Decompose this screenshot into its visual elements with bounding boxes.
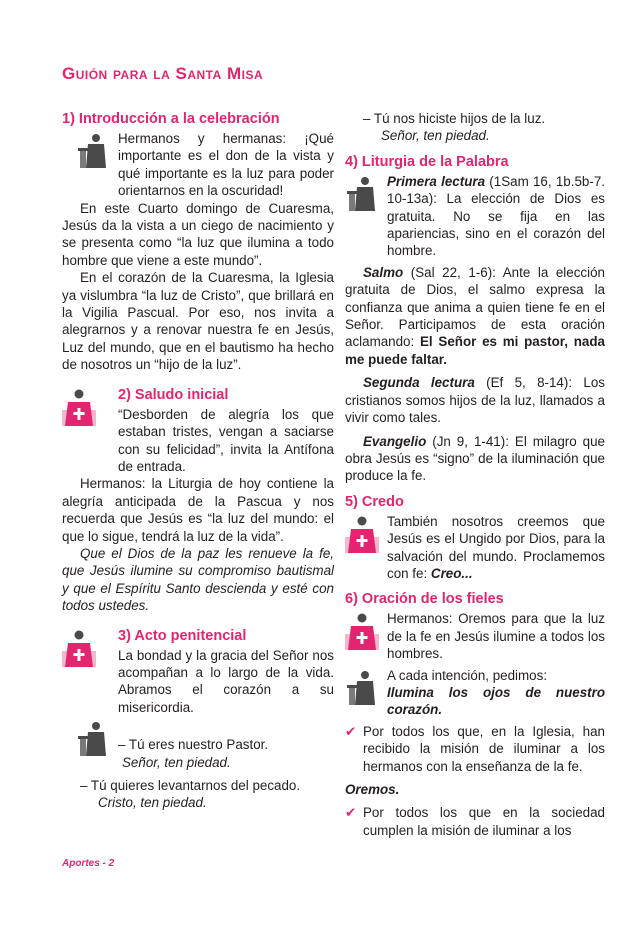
psalm-label: Salmo — [363, 264, 404, 280]
first-reading-label: Primera lectura — [387, 173, 486, 189]
gospel-label: Evangelio — [363, 433, 427, 449]
psalm-text: (Sal 22, 1-6): Ante la elección gratuita de Dios, el salmo expresa la confianza que anima a quien tiene fe en el Señor. Participamos de esta oración aclamando: — [345, 264, 605, 350]
oremos-label: Oremos. — [345, 782, 400, 797]
intention-text: Por todos los que en la sociedad cumplen la misión de iluminar a los — [363, 805, 605, 838]
priest-icon — [345, 612, 379, 650]
lector-icon — [345, 175, 379, 213]
lector-icon — [76, 132, 110, 170]
section-2-block — [62, 386, 334, 476]
prayer-response: Ilumina los ojos de nuestro corazón. — [387, 684, 605, 718]
second-reading-paragraph — [345, 374, 605, 426]
lector-icon — [76, 720, 110, 758]
section-3-title: 3) Acto penitencial — [118, 627, 247, 644]
first-reading-text: (1Sam 16, 1b.5b-7. 10-13a): La elección de Dios es gratuita. No se fija en las apariencias, sino en el corazón del hombre. — [387, 173, 605, 259]
section-4-first-reading — [345, 173, 605, 260]
section-2-intro-text: “Desborden de alegría los que estaban tristes, vengan a saciarse con su felicidad”, invita la Antífona de entrada. — [118, 406, 334, 474]
response-answer: Cristo, ten piedad. — [98, 795, 207, 811]
gospel-text: (Jn 9, 1-41): El milagro que obra Jesús es “signo” de la iluminación que produce la fe. — [345, 433, 605, 484]
check-icon: ✔ — [345, 805, 357, 821]
response-line: – Tú eres nuestro Pastor. — [118, 737, 269, 753]
intention-item — [345, 804, 605, 839]
priest-icon — [345, 515, 379, 553]
response-line: – Tú nos hiciste hijos de la luz. — [363, 111, 546, 126]
section-6-block — [345, 610, 605, 662]
section-2-paragraph-italic: Que el Dios de la paz les renueve la fe, que Jesús ilumine su compromiso bautismal y que el Espíritu Santo descienda y esté con todos ustedes. — [62, 545, 334, 614]
section-1-paragraph: En el corazón de la Cuaresma, la Iglesia ya vislumbra “la luz de Cristo”, que brillará en la Vigilia Pascual. Por eso, nos invita a alegrarnos y a renovar nuestra fe en Jesús, Luz del mundo, que en el bautismo ha hecho de nosotros un “hijo de la luz”. — [62, 270, 334, 373]
priest-icon — [62, 388, 96, 426]
creed-text: También nosotros creemos que Jesús es el Ungido por Dios, para la salvación del mundo. Proclamemos con fe: — [387, 513, 605, 581]
response-line: – Tú quieres levantarnos del pecado. — [80, 778, 301, 793]
prayer-intro-text: Hermanos: Oremos para que la luz de la fe en Jesús ilumine a todos los hombres. — [387, 611, 605, 662]
psalm-response: El Señor es mi pastor, nada me puede faltar. — [345, 334, 605, 367]
intention-text: Por todos los que, en la Iglesia, han recibido la misión de iluminar a los hermanos con la enseñanza de la fe. — [363, 723, 605, 774]
psalm-paragraph — [345, 264, 605, 368]
section-6-response-block — [345, 667, 605, 719]
second-reading-text: (Ef 5, 8-14): Los cristianos somos hijos de la luz, llamados a vivir como tales. — [345, 375, 605, 426]
section-1-intro-block — [76, 130, 334, 200]
check-icon: ✔ — [345, 723, 357, 739]
section-5-block — [345, 513, 605, 583]
section-2-title: 2) Saludo inicial — [118, 386, 229, 403]
gospel-paragraph — [345, 433, 605, 485]
second-reading-label: Segunda lectura — [363, 375, 475, 391]
section-2-paragraph: Hermanos: la Liturgia de hoy contiene la alegría anticipada de la Pascua y nos recuerda que Jesús es “la luz del mundo: el que lo sigue, tendrá la luz de la vida”. — [62, 476, 334, 544]
section-4-title: 4) Liturgia de la Palabra — [345, 153, 509, 170]
intention-item — [345, 723, 605, 775]
left-column — [62, 110, 334, 812]
response-answer: Señor, ten piedad. — [381, 128, 490, 144]
priest-icon — [62, 629, 96, 667]
creed-end: Creo... — [430, 565, 473, 581]
section-6-title: 6) Oración de los fieles — [345, 591, 504, 608]
section-3-block — [62, 627, 334, 717]
section-3-intro-text: La bondad y la gracia del Señor nos acompañan a lo largo de la vida. Abramos el corazón a su misericordia. — [118, 647, 334, 715]
prayer-response-intro: A cada intención, pedimos: — [387, 667, 548, 683]
lector-icon — [345, 669, 379, 707]
section-3-response-block — [76, 718, 334, 771]
right-column — [345, 110, 605, 839]
section-1-title: 1) Introducción a la celebración — [62, 111, 280, 127]
section-1-intro-text: Hermanos y hermanas: ¡Qué importante es el don de la vista y qué importante es la luz para poder orientarnos en la oscuridad! — [118, 131, 334, 199]
section-5-title: 5) Credo — [345, 493, 404, 510]
page-title: Guión para la Santa Misa — [62, 64, 264, 83]
page-footer: Aportes - 2 — [62, 858, 115, 869]
response-answer: Señor, ten piedad. — [122, 754, 231, 770]
section-1-paragraph: En este Cuarto domingo de Cuaresma, Jesús da la vista a un ciego de nacimiento y se presenta como “la luz que ilumina a todo hombre que viene a este mundo”. — [62, 200, 334, 268]
